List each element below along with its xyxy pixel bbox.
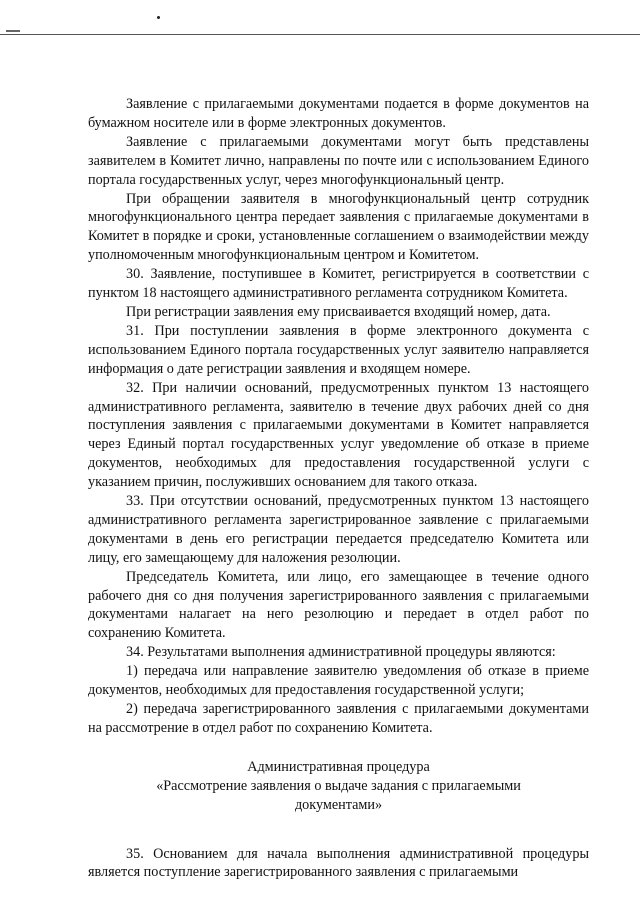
section-heading-line2: «Рассмотрение заявления о выдаче задания с прилагаемыми [156,777,521,794]
paragraph-31-electronic: 31. При поступлении заявления в форме электронного документа с использованием Единого портала государственных услуг заявителю направляется информация о дате регистрации заявления и входящем номере. [88,322,589,377]
section-heading-line3: документами» [294,796,383,813]
paragraph-32-refusal: 32. При наличии оснований, предусмотренных пунктом 13 настоящего административного регламента, заявителю в течение двух рабочих дней со дня поступления заявления с прилагаемыми документами в Комитет направляется через Единый портал государственных услуг уведомление об отказе в приеме документов, необходимых для предоставления государственной услуги с указанием причин, послуживших основанием для такого отказа. [88,379,589,491]
document-body [88,95,589,882]
scan-dot [157,16,160,19]
paragraph-33-transfer: 33. При отсутствии оснований, предусмотренных пунктом 13 настоящего административного регламента зарегистрированное заявление с прилагаемыми документами в день его регистрации передается председателю Комитета или лицу, его замещающему для наложения резолюции. [88,493,589,566]
section-heading-line1: Административная процедура [247,758,430,775]
scan-border-line [0,34,640,35]
paragraph-35-basis: 35. Основанием для начала выполнения административной процедуры является поступление зарегистрированного заявления с прилагаемыми [88,845,589,881]
paragraph-chairman-resolution: Председатель Комитета, или лицо, его замещающее в течение одного рабочего дня со дня получения зарегистрированного заявления с прилагаемыми документами налагает на него резолюцию и передает в отдел работ по сохранению Комитета. [88,568,589,642]
paragraph-30-registration: 30. Заявление, поступившее в Комитет, регистрируется в соответствии с пунктом 18 настоящего административного регламента сотрудником Комитета. [88,266,589,302]
paragraph-registration-number: При регистрации заявления ему присваивается входящий номер, дата. [126,303,551,320]
paragraph-application-form: Заявление с прилагаемыми документами подается в форме документов на бумажном носителе или в форме электронных документов. [88,96,589,131]
paragraph-34-results: 34. Результатами выполнения административной процедуры являются: [126,644,556,661]
scan-header-artifacts [0,0,640,40]
paragraph-mfc-transfer: При обращении заявителя в многофункциональный центр сотрудник многофункционального центра передает заявления с прилагаемые документами в Комитет в порядке и сроки, установленные соглашением о взаимодействии между уполномоченным многофункциональным центром и Комитетом. [88,190,589,264]
paragraph-result-2: 2) передача зарегистрированного заявления с прилагаемыми документами на рассмотрение в отдел работ по сохранению Комитета. [88,701,589,736]
scan-edge-mark [6,30,20,32]
paragraph-result-1: 1) передача или направление заявителю уведомления об отказе в приеме документов, необходимых для предоставления государственной услуги; [88,663,589,699]
spacer [88,738,589,758]
paragraph-submission-methods: Заявление с прилагаемыми документами могут быть представлены заявителем в Комитет лично, направлены по почте или с использованием Единого портала государственных услуг, через многофункциональный центр. [88,133,589,188]
spacer [88,815,589,845]
